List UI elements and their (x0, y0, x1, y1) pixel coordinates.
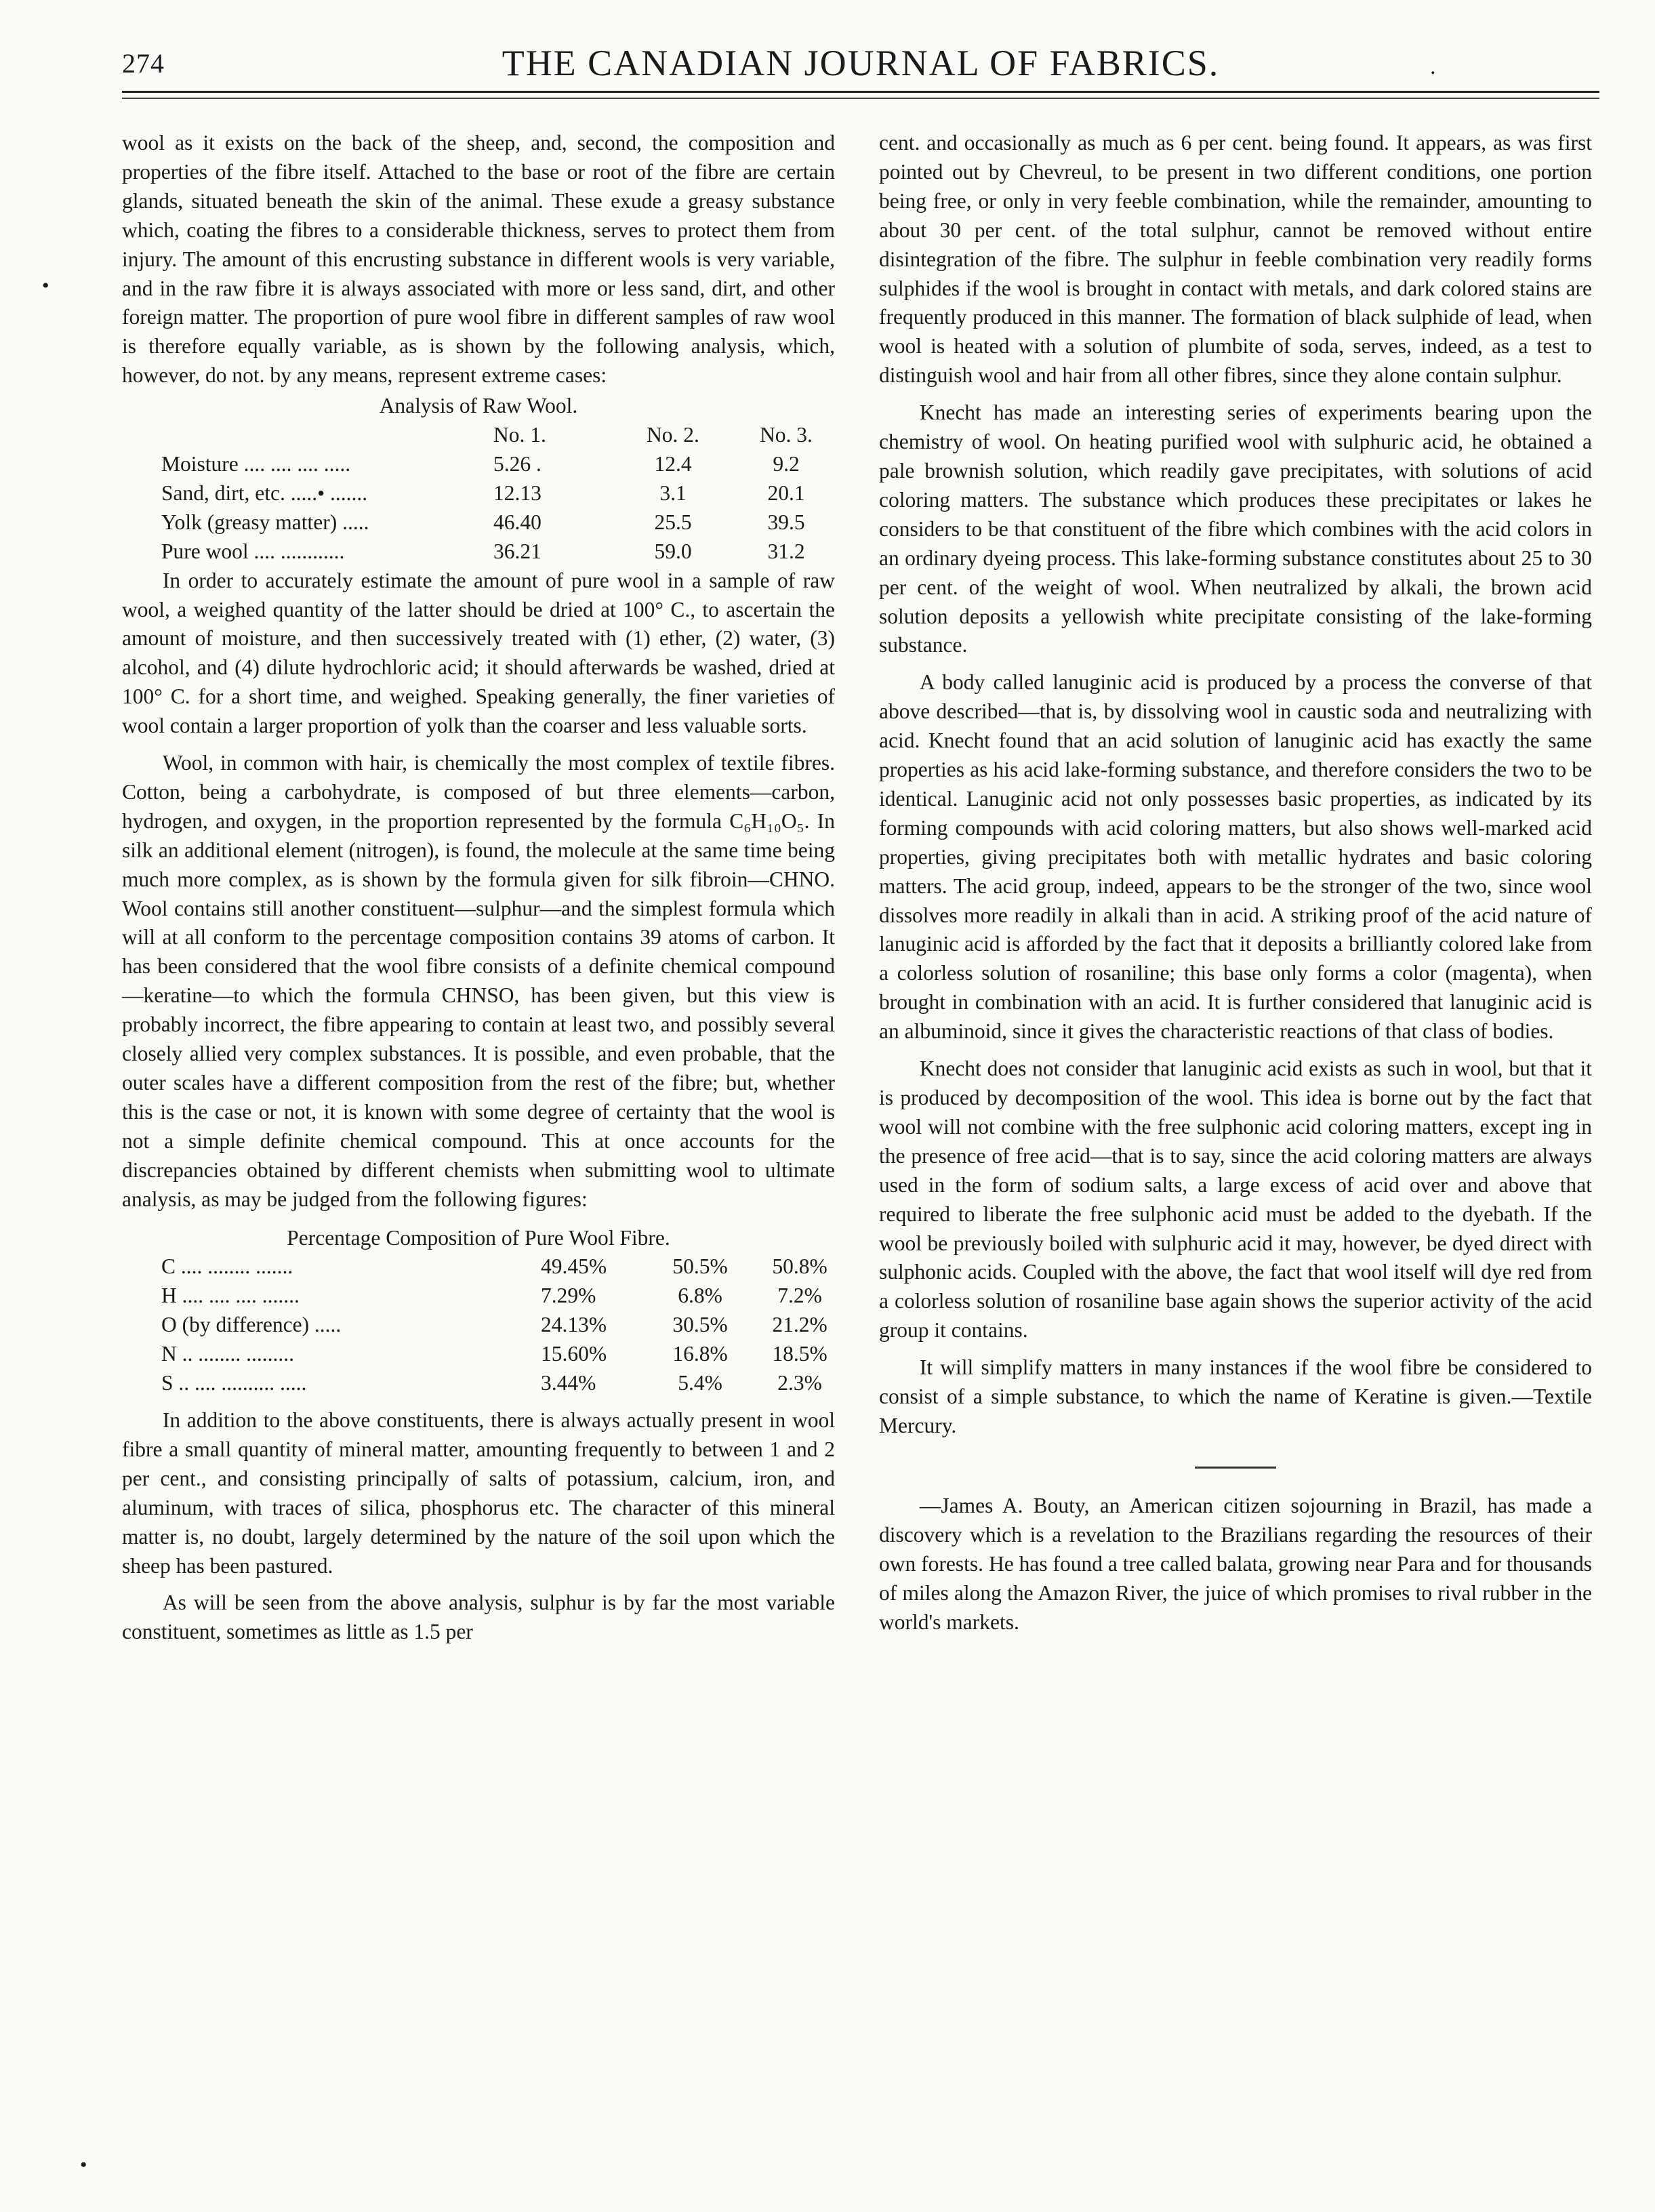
left-paragraph-3: Wool, in common with hair, is chemically the most complex of textile fibres. Cotton, being a carbohydrate, is composed of but three elements—carbon, hydrogen, and oxygen, in the proportion represented by the formula C₆H₁₀O₅. In silk an additional element (nitrogen), is found, the molecule at the same time being much more complex, as is shown by the formula given for silk fibroin—CHNO. Wool contains still another constituent—sulphur—and the simplest formula which will at all conform to the percentage composition contains 39 atoms of carbon. It has been considered that the wool fibre consists of a definite chemical compound—keratine—to which the formula CHNSO, has been given, but this view is probably incorrect, the fibre appearing to contain at least two, and possibly several closely allied very complex substances. It is possible, and even probable, that the outer scales have a different composition from the rest of the fibre; but, whether this is the case or not, it is known with some degree of certainty that the wool is not a simple definite chemical compound. This at once accounts for the discrepancies obtained by different chemists when submitting wool to ultimate analysis, as may be judged from the following figures: (122, 751, 835, 1211)
right-paragraph-4: Knecht does not consider that lanuginic acid exists as such in wool, but that it is produced by decomposition of the wool. This idea is borne out by the fact that wool will not combine with the free sulphonic acid coloring matters, except ing in the presence of free acid—that is to say, since the acid coloring matters are always used in the form of sodium salts, a large excess of acid over and above that required to liberate the free sulphonic acid must be added to the dyebath. If the wool be previously boiled with sulphuric acid it may, however, be dyed direct with sulphonic acids. Coupled with the above, the fact that wool itself will dye red from a colorless solution of rosaniline base again shows the superior activity of the acid group it contains. (879, 1057, 1592, 1343)
table-header-row (122, 421, 835, 450)
table-row (122, 1311, 835, 1340)
table-row (122, 1282, 835, 1311)
table-row (122, 1340, 835, 1369)
section-divider (1195, 1467, 1276, 1469)
table-cell: 39.5 (767, 510, 805, 534)
margin-mark-bottom: • (80, 2154, 87, 2176)
table-cell: 31.2 (767, 539, 805, 563)
table-cell: 3.1 (659, 480, 687, 505)
row-label: Yolk (greasy matter) ..... (161, 510, 369, 534)
column-header: No. 2. (647, 423, 699, 447)
column-header: No. 3. (760, 423, 813, 447)
page-header (122, 42, 1599, 89)
table-row (122, 1252, 835, 1282)
table-cell: 49.45% (541, 1254, 607, 1279)
left-paragraph-5: As will be seen from the above analysis, sulphur is by far the most variable constituent, sometimes as little as 1.5 per (122, 1591, 835, 1644)
right-paragraph-5: It will simplify matters in many instances if the wool fibre be considered to consist of a simple substance, to which the name of Keratine is given.—Textile Mercury. (879, 1355, 1592, 1437)
left-paragraph-1: wool as it exists on the back of the sheep, and, second, the composition and properties of the fibre itself. Attached to the base or root of the fibre are certain glands, situated beneath the skin of the animal. These exude a greasy substance which, coating the fibres to a considerable thickness, serves to protect them from injury. The amount of this encrusting substance in different wools is very variable, and in the raw fibre it is always associated with more or less sand, dirt, and other foreign matter. The proportion of pure wool fibre in different samples of raw wool is therefore equally variable, as is shown by the following analysis, which, however, do not. by any means, represent extreme cases: (122, 131, 835, 388)
table-row (122, 508, 835, 537)
table-cell: 21.2% (772, 1313, 828, 1337)
row-label: O (by difference) ..... (161, 1313, 342, 1337)
right-paragraph-2: Knecht has made an interesting series of experiments bearing upon the chemistry of wool. On heating purified wool with sulphuric acid, he obtained a pale brownish solution, which readily gave precipitates, with solutions of acid coloring matters. The substance which produces these precipitates or lakes he considers to be that constituent of the fibre which combines with the acid colors in an ordinary dyeing process. This lake-forming substance constitutes about 25 to 30 per cent. of the weight of wool. When neutralized by alkali, the brown acid solution deposits a yellowish white precipitate consisting of the lake-forming substance. (879, 401, 1592, 657)
row-label: S .. .... .......... ..... (161, 1371, 307, 1395)
right-paragraph-6: —James A. Bouty, an American citizen sojourning in Brazil, has made a discovery which is a revelation to the Brazilians regarding the resources of their own forests. He has found a tree called balata, growing near Para and for thousands of miles along the Amazon River, the juice of which promises to rival rubber in the world's markets. (879, 1493, 1592, 1634)
table-cell: 50.8% (772, 1254, 828, 1279)
table-cell: 46.40 (493, 510, 542, 534)
table-cell: 12.13 (493, 480, 542, 505)
table-cell: 16.8% (672, 1342, 728, 1366)
margin-mark-top: • (42, 274, 49, 297)
table-row (122, 537, 835, 567)
table-cell: 5.4% (678, 1371, 722, 1395)
table-cell: 18.5% (772, 1342, 828, 1366)
raw-wool-table-title: Analysis of Raw Wool. (379, 394, 578, 418)
row-label: H .... .... .... ....... (161, 1284, 300, 1308)
left-paragraph-2: In order to accurately estimate the amount of pure wool in a sample of raw wool, a weighed quantity of the latter should be dried at 100° C., to ascertain the amount of moisture, and then successively treated with (1) ether, (2) water, (3) alcohol, and (4) dilute hydrochloric acid; it should afterwards be washed, dried at 100° C. for a short time, and weighed. Speaking generally, the finer varieties of wool contain a larger proportion of yolk than the coarser and less valuable sorts. (122, 568, 835, 738)
table-cell: 7.2% (777, 1284, 822, 1308)
column-header: No. 1. (493, 423, 546, 447)
table-cell: 2.3% (777, 1371, 822, 1395)
table-cell: 6.8% (678, 1284, 722, 1308)
table-cell: 9.2 (773, 451, 800, 476)
table-cell: 25.5 (654, 510, 692, 534)
table-cell: 50.5% (672, 1254, 728, 1279)
page-number: 274 (122, 48, 165, 79)
table-cell: 12.4 (654, 451, 692, 476)
header-dot: . (1430, 54, 1436, 79)
header-rule-top (122, 91, 1599, 93)
header-rule-bottom (122, 98, 1599, 99)
row-label: Sand, dirt, etc. .....• ....... (161, 480, 368, 505)
table-cell: 15.60% (541, 1342, 607, 1366)
row-label: C .... ........ ....... (161, 1254, 293, 1279)
right-paragraph-1: cent. and occasionally as much as 6 per cent. being found. It appears, as was first pointed out by Chevreul, to be present in two different conditions, one portion being free, or only in very feeble combination, while the remainder, amounting to about 30 per cent. of the total sulphur, cannot be removed without entire disintegration of the fibre. The sulphur in feeble combination very readily forms sulphides if the wool is brought in contact with metals, and dark colored stains are frequently produced in this manner. The formation of black sulphide of lead, when wool is heated with a solution of plumbite of soda, serves, indeed, as a test to distinguish wool and hair from all other fibres, since they alone contain sulphur. (879, 131, 1592, 388)
left-paragraph-4: In addition to the above constituents, there is always actually present in wool fibre a small quantity of mineral matter, amounting frequently to between 1 and 2 per cent., and consisting principally of salts of potassium, calcium, iron, and aluminum, with traces of silica, phosphorus etc. The character of this mineral matter is, no doubt, largely determined by the nature of the soil upon which the sheep has been pastured. (122, 1408, 835, 1578)
table-cell: 20.1 (767, 480, 805, 505)
table-row (122, 450, 835, 479)
raw-wool-table (122, 421, 835, 567)
table-cell: 3.44% (541, 1371, 596, 1395)
table-cell: 5.26 . (493, 451, 542, 476)
table-cell: 7.29% (541, 1284, 596, 1308)
right-column (879, 129, 1592, 1637)
right-paragraph-3: A body called lanuginic acid is produced by a process the converse of that above described—that is, by dissolving wool in caustic soda and neutralizing with acid. Knecht found that an acid solution of lanuginic acid has exactly the same properties as his acid lake-forming substance, and therefore considers the two to be identical. Lanuginic acid not only possesses basic properties, as indicated by its forming compounds with acid coloring matters, but also shows well-marked acid properties, giving precipitates both with metallic hydrates and basic coloring matters. The acid group, indeed, appears to be the stronger of the two, since wool dissolves more readily in alkali than in acid. A striking proof of the acid nature of lanuginic acid is afforded by the fact that it deposits a brilliantly colored lake from a colorless solution of rosaniline; this base only forms a color (magenta), when brought in combination with an acid. It is further considered that lanuginic acid is an albuminoid, since it gives the characteristic reactions of that class of bodies. (879, 670, 1592, 1044)
row-label: N .. ........ ......... (161, 1342, 294, 1366)
table-cell: 59.0 (654, 539, 692, 563)
composition-table-title: Percentage Composition of Pure Wool Fibre. (287, 1225, 670, 1250)
table-cell: 24.13% (541, 1313, 607, 1337)
table-row (122, 1369, 835, 1398)
row-label: Pure wool .... ............ (161, 539, 345, 563)
row-label: Moisture .... .... .... ..... (161, 451, 351, 476)
table-cell: 36.21 (493, 539, 542, 563)
left-column (122, 129, 835, 1647)
table-row (122, 479, 835, 508)
table-cell: 30.5% (672, 1313, 728, 1337)
composition-table (122, 1252, 835, 1398)
journal-title: THE CANADIAN JOURNAL OF FABRICS. (502, 43, 1220, 83)
